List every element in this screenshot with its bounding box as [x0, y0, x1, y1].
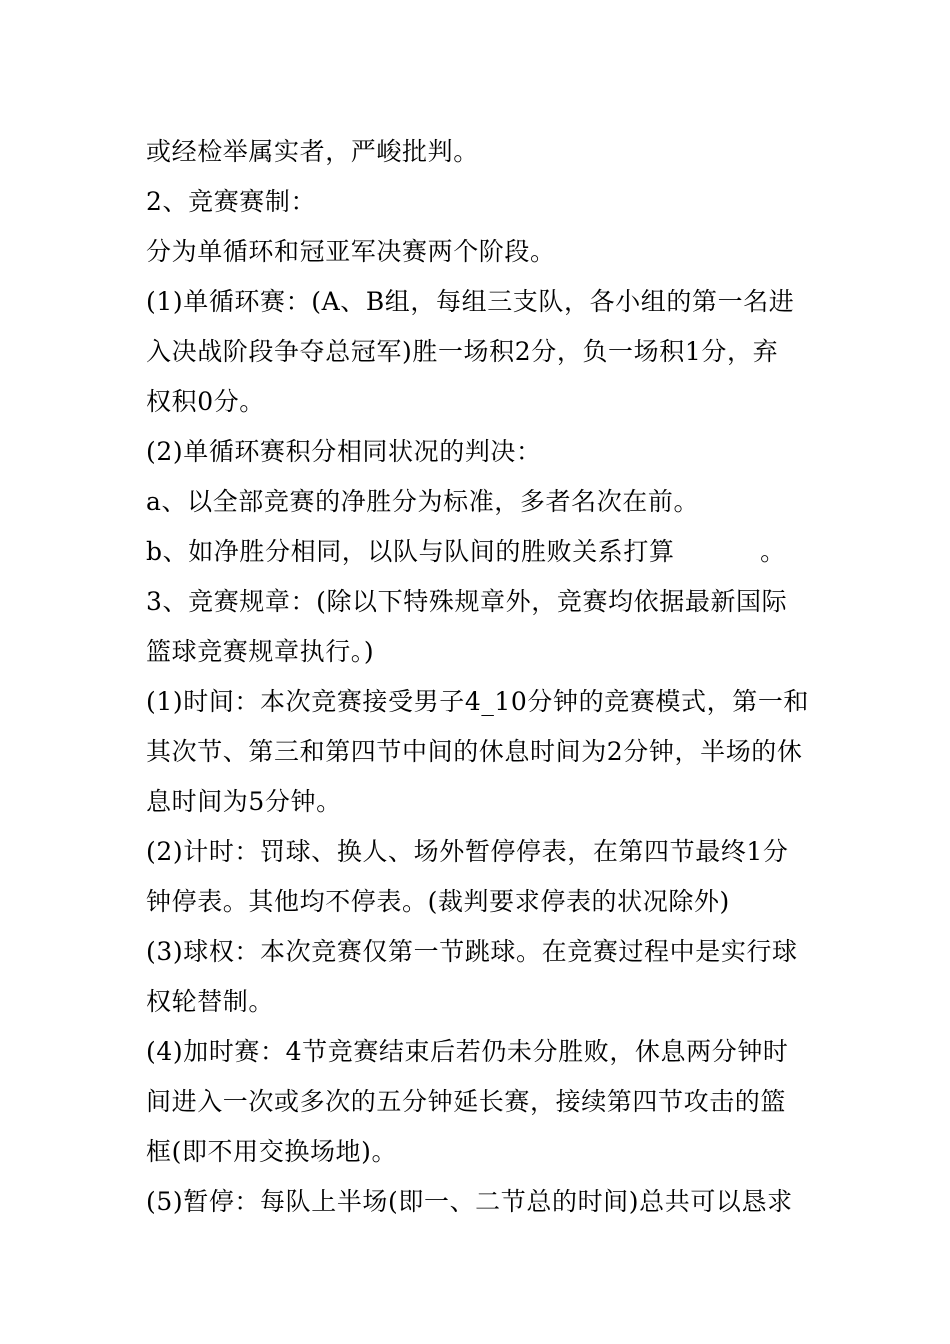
text-line: a、以全部竞赛的净胜分为标准，多者名次在前。: [146, 487, 700, 516]
text-line: (2)计时：罚球、换人、场外暂停停表，在第四节最终1分: [146, 837, 789, 866]
text-line: 权积0分。: [146, 387, 265, 416]
text-line: 篮球竞赛规章执行。): [146, 637, 375, 666]
text-line: (5)暂停：每队上半场(即一、二节总的时间)总共可以恳求: [146, 1187, 793, 1216]
section-heading: 2、竞赛赛制：: [146, 187, 317, 216]
text-line: (4)加时赛：4节竞赛结束后若仍未分胜败，休息两分钟时: [146, 1037, 789, 1066]
text-line: 其次节、第三和第四节中间的休息时间为2分钟，半场的休: [146, 737, 803, 766]
text-line: (1)时间：本次竞赛接受男子4_10分钟的竞赛模式，第一和: [146, 687, 810, 716]
text-line: 权轮替制。: [146, 987, 275, 1016]
text-line: (1)单循环赛：(A、B组，每组三支队，各小组的第一名进: [146, 287, 795, 316]
text-line: 入决战阶段争夺总冠军)胜一场积2分，负一场积1分，弃: [146, 337, 779, 366]
text-line: 框(即不用交换场地)。: [146, 1137, 398, 1166]
text-line: b、如净胜分相同，以队与队间的胜败关系打算 。: [146, 537, 786, 566]
text-line: (3)球权：本次竞赛仅第一节跳球。在竞赛过程中是实行球: [146, 937, 798, 966]
text-line: 息时间为5分钟。: [146, 787, 342, 816]
text-line: 间进入一次或多次的五分钟延长赛，接续第四节攻击的篮: [146, 1087, 787, 1116]
text-line: (2)单循环赛积分相同状况的判决：: [146, 437, 542, 466]
section-heading: 3、竞赛规章：(除以下特殊规章外，竞赛均依据最新国际: [146, 587, 788, 616]
text-line: 钟停表。其他均不停表。(裁判要求停表的状况除外): [146, 887, 730, 916]
text-line: 分为单循环和冠亚军决赛两个阶段。: [146, 237, 556, 266]
text-line: 或经检举属实者，严峻批判。: [146, 137, 479, 166]
